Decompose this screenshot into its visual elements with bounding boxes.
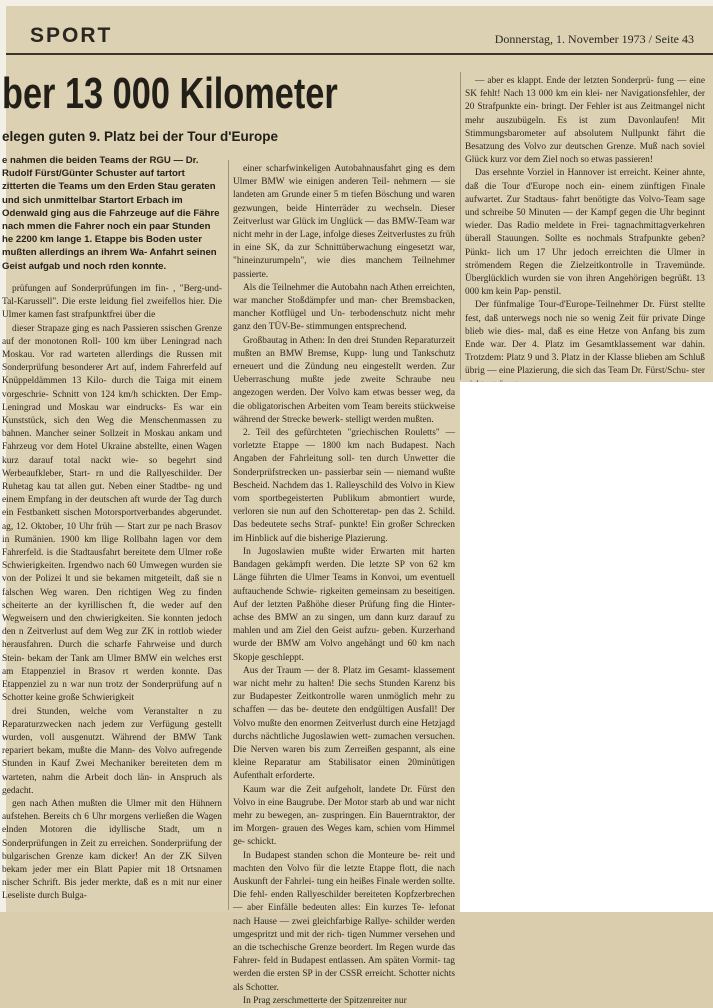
paragraph: — aber es klappt. Ende der letzten Sonderprü- fung — eine SK fehlt! Nach 13 000 km ein klei- ner Navigationsfehler, der 20 Strafpunkte ein- bringt. Der Fehler ist aus Zeitmangel nicht mehr auszubügeln. Es ist zum Davonlaufen! Mit Stimmungsbarometer auf absolutem Nullpunkt fährt die Besatzung des Volvo zur deutschen Grenze. Muß nach soviel Glück kurz vor dem Ziel noch so etwas passieren! [465, 76, 705, 166]
paragraph: In Prag zerschmetterte der Spitzenreiter nur [243, 995, 407, 1006]
paragraph: 2. Teil des gefürchteten "griechischen Rouletts" — vorletzte Etappe — 1800 km nach Budapest. Nach Angaben der Fahrleitung soll- ten durch Unwetter die Sonderprüfstrecken un- passierbar sein — niemand wußte Bescheid. Nachdem das 1. Ralleyschild des Volvo in Kiew vom sportbegeisterten Publikum abmontiert wurde, verloren sie nun auf den Schotteretap- pen das 2. Schild. Das bedeutete sechs Straf- punkte! Ein großer Schrecken im Hinblick auf die bisherige Plazierung. [233, 428, 455, 544]
article-column-2 [233, 163, 455, 1006]
article-column-3 [465, 75, 705, 377]
paragraph: In Jugoslawien mußte wider Erwarten mit harten Bandagen gekämpft werden. Die letzte SP von 62 km Länge führten die Ulmer Teams in Konvoi, um eventuell auftauchende Schwie- rigkeiten gemeinsam zu beseitigen. Auf der letzten Paßhöhe dieser Prüfung fing die Hinter- achse des BMW an zu singen, um dann kurz darauf zu mahlen und am Ziel den Geist aufzu- geben. Kurzerhand wurde der BMW am Volvo angehängt und 60 km nach Skopje geschleppt. [233, 546, 455, 663]
column-divider [460, 72, 461, 380]
paragraph: Der fünfmalige Tour-d'Europe-Teilnehmer Dr. Fürst stellte fest, daß unterwegs noch nie so wenig Zeit für private Dinge blieb wie dies- mal, daß es eine Hetze von Anfang bis zum Ende war. Der 4. Platz im Gesamtklassement war dahin. Trotzdem: Platz 9 und 3. Platz in der Klasse blieben am Schluß übrig — eine Plazierung, die sich das Team Dr. Fürst/Schu- ster [465, 300, 705, 377]
paragraph: drei Stunden, welche vom Veranstalter n zu Reparaturzwecken nach jedem zur Verfügung gestellt wurden, voll ausgenutzt. Während der BMW Tank repariert bekam, mußte die Mann- des Volvo aufregende Stunden in Kauf Zwei Mechaniker bereiteten dem m warteten, nahm die Arbeit doch län- in Anspruch als gedacht. [2, 706, 222, 796]
paragraph: einer scharfwinkeligen Autobahnausfahrt ging es dem Ulmer BMW wie einigen anderen Teil- nehmern — sie landeten am Grunde einer 5 m tiefen Böschung und waren gezwungen, beide Hinterräder zu wechseln. Dieser Zeitverlust war Glück im Unglück — das BMW-Team war nicht mehr in der Lage, infolge dieses Zeitverlustes zu früh in eine SK, da zur Schnittüberwachung eingesetzt war, "hineinzurumpeln", wie dies manchem Teilnehmer passierte. [233, 164, 455, 280]
paragraph: gen nach Athen mußten die Ulmer mit den Hühnern aufstehen. Bereits ch 6 Uhr morgens verließen die Wagen elnden Motoren die idyllische Stadt, um n Sonderprüfungen in Zeit zu erreichen. Sonderprüfung der bulgarischen Grenze kam dicker! An der ZK Silven bekam jeder mer ein Blatt Papier mit 18 Ortsnamen nischer Schrift. Bis jeder merkte, daß es n mit nur einer Leseliste durch Bulga- [2, 798, 222, 902]
page-header [30, 22, 710, 52]
header-rule [6, 53, 713, 55]
paragraph: Großbautag in Athen: In den drei Stunden Reparaturzeit mußten an BMW Bremse, Kupp- lung und Tankschutz erneuert und die Zündung neu eingestellt werden. Zur Ueberraschung mußte jede zweite Schraube neu angezogen werden. Der Volvo kam etwas besser weg, da die obligatorischen Arbeiten vom Team bereits stückweise während der Strecke bewerk- stelligt werden mußten. [233, 335, 455, 425]
paragraph: Aus der Traum — der 8. Platz im Gesamt- klassement war nicht mehr zu halten! Die sechs Stunden Karenz bis zur Budapester Zeitkontrolle waren unmöglich mehr zu schaffen — das be- deutete den endgültigen Ausfall! Der Volvo mußte den enormen Zeitverlust durch eine Hetzjagd durchs nächtliche Jugoslawien wett- zumachen versuchen. Die Nerven waren bis zum Zerreißen gespannt, als eine kleine Reparatur am Stabilisator einen 20minütigen Aufenthalt erforderte. [233, 665, 455, 782]
article-headline: ber 13 000 Kilometer [2, 69, 338, 118]
paragraph: In Budapest standen schon die Monteure be- reit und machten den Volvo für die letzte Etappe flott, die nach Auskunft der Fahrlei- tung ein heißes Finale werden sollte. Die fehl- enden Rallyeschilder bereiteten Kopfzerbrechen — aber Einfälle bedeuten alles: Ein kurzes Te- lefonat nach Hause — zwei gleichfarbige Rallye- schilder werden umgespritzt und mit der rich- tigen Nummer versehen und an die tschechische Grenze beordert. Im Regen wurde das Fahrer- feld in Budapest entlassen. Am späten Vormit- tag werden die ersten SP in der CSSR erreicht. Schotter nichts als Schotter. [233, 850, 455, 993]
paragraph: dieser Strapaze ging es nach Passieren ssischen Grenze auf der monotonen Roll- 100 km über Leningrad nach Moskau. Vor rad warteten allerdings die Russen mit Sonderprüfung besonderer Art auf, indem Fahrerfeld auf Knüppeldämmen 13 Kilo- durch die Taiga mit einem vorgeschrie- Schnitt von 124 km/h schickten. Der Emp- Leningrad und Moskau war eindrucks- Es war ein Kunststück, sich den Weg die Menschenmassen zu bahnen. Mancher seiner Sollzeit in Moskau ankam und Fahrzeug vor dem Hotel Ukraine abstellte, einen Wagen kurz darauf total nackt wie- so begehrt sind Werbeaufkleber, Start- rn und die Rallyeschilder. Der Ruhetag kau tat allen gut. Neben einer Stadtbe- ng und einem Empfang in der deutschen aft wurde der Tag durch ein Festbankett sischen Motorsportverbandes abgerundet. ag, 12. Oktober, 10 Uhr früh — Start zur pe nach Brasov in Rumänien. 1900 km llige Rollbahn lagen vor dem Fahrerfeld. is die Stadtausfahrt bereitete dem Ulmer roße Schwierigkeiten. Irgendwo nach 60 Umwegen wurden sie von der Polizei lt und sie bekamen mitgeteilt, daß sie n falschen Weg waren. Den richtigen Weg zu finden scheiterte an der kyrillischen ft, die weder auf den Wegweisern und den chwierigkeiten. Sie konnten jedoch den n Zeitverlust auf dem Weg zur ZK in rottlob wieder herausfahren. Durch die scharfe Fahrweise und durch Stein- bekam der Tank am Ulmer BMW ein welches erst am Etappenziel in Brasov rt werden konnte. Das Etappenziel zu n war nun trotz der Sonderprüfung auf n Schotter keine große Schwierigkeit [2, 323, 222, 704]
article-subheadline: elegen guten 9. Platz bei der Tour d'Europe [2, 129, 278, 144]
section-title: SPORT [30, 24, 113, 47]
paragraph: Als die Teilnehmer die Autobahn nach Athen erreichten, war mancher Stoßdämpfer und man- cher Bremsbacken, mancher Kotflügel und Un- terbodenschutz nicht mehr ganz den TÜV-Be- stimmungen entsprechend. [233, 282, 455, 333]
blank-cutout-area [460, 382, 713, 912]
paragraph: prüfungen auf Sonderprüfungen im fin- , "Berg-und-Tal-Karussell". Die erste leidung fiel zweifellos hier. Die Ulmer kamen fast strafpunktfrei über die [2, 284, 222, 321]
article-lead: e nahmen die beiden Teams der RGU — Dr. Rudolf Fürst/Günter Schuster auf tartort zitterten die Teams um den Erden Stau geraten und sich unmittelbar Startort Erbach im Odenwald ging aus die Fahrzeuge auf die Fähre nach mmen die Fahrer noch ein paar Stunden he 2200 km lange 1. Etappe bis Boden uster mußten allerdings an ihrem Wa- Anfahrt seinen Geist aufgab und noch rden konnte. [2, 155, 220, 272]
paragraph: Das ersehnte Vorziel in Hannover ist erreicht. Keiner ahnte, daß die Tour d'Europe noch ein- einem zünftigen Finale aufwartet. Zur Stadtaus- fahrt benötigte das Volvo-Team sage und schreibe 50 Minuten — der Kampf gegen die Uhr beginnt wieder. Das Radio meldete in Frei- tagnachmittagverkehren überall Stauungen. Sollte es nochmals Strafpunkte geben? Pünkt- lich um 17 Uhr jedoch erreichten die Ulmer in strömendem Regen die Zielzeitkontrolle in Travemünde. Überglücklich wurden sie von ihren Angehörigen begrüßt. 13 000 km kein Pap- penstil. [465, 168, 705, 298]
paper-edge-top [0, 0, 713, 6]
paragraph: Kaum war die Zeit aufgeholt, landete Dr. Fürst den Volvo in eine Baugrube. Der Motor starb ab und war nicht mehr zu bewegen, an- zuspringen. Ein Bauerntraktor, der im Morgen- grauen des Weges kam, schien vom Himmel ge- schickt. [233, 784, 455, 848]
dateline: Donnerstag, 1. November 1973 / Seite 43 [494, 32, 694, 46]
article-column-1 [2, 283, 222, 912]
column-divider [228, 160, 229, 910]
